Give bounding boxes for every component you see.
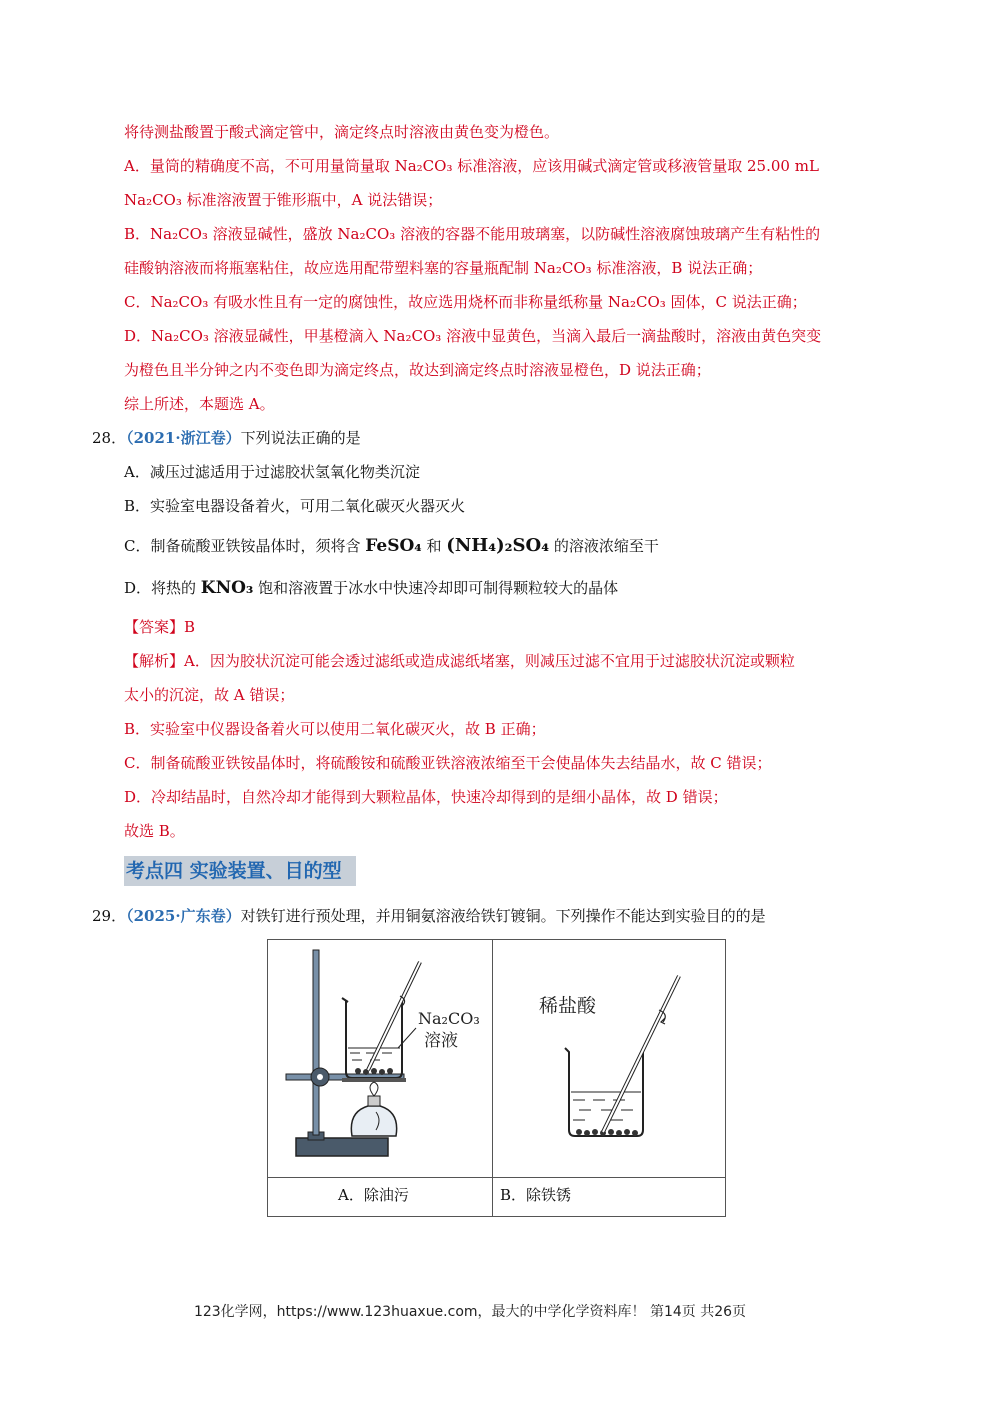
section-heading: 考点四 实验装置、目的型 <box>124 856 356 886</box>
option-c-tail: 的溶液浓缩至干 <box>549 537 659 555</box>
page-footer: 123化学网，https://www.123huaxue.com，最大的中学化学资料库！ 第14页 共26页 <box>193 1304 747 1320</box>
solution-c-line: C．Na₂CO₃ 有吸水性且有一定的腐蚀性，故应选用烧杯而非称量纸称量 Na₂CO₃ 固体，C 说法正确； <box>124 293 807 311</box>
figure-a-formula-label: Na₂CO₃ <box>418 1009 480 1028</box>
question-stem: 下列说法正确的是 <box>240 429 361 447</box>
analysis-c: C．制备硫酸亚铁铵晶体时，将硫酸铵和硫酸亚铁溶液浓缩至干会使晶体失去结晶水，故 C 错误； <box>124 754 772 772</box>
analysis-a-line1 <box>124 651 795 671</box>
solution-summary: 综上所述，本题选 A。 <box>124 395 275 413</box>
solution-d-line1: D．Na₂CO₃ 溶液显碱性，甲基橙滴入 Na₂CO₃ 溶液中显黄色，当滴入最后一滴盐酸时，溶液由黄色突变 <box>124 327 822 345</box>
analysis-a-text: A．因为胶状沉淀可能会透过滤纸或造成滤纸堵塞，则减压过滤不宜用于过滤胶状沉淀或颗粒 <box>184 652 795 670</box>
analysis-b: B．实验室中仪器设备着火可以使用二氧化碳灭火，故 B 正确； <box>124 720 546 738</box>
figure-table <box>267 939 726 1217</box>
option-a: A．减压过滤适用于过滤胶状氢氧化物类沉淀 <box>124 463 420 481</box>
figure-b <box>493 940 725 1178</box>
figure-b-acid-label: 稀盐酸 <box>539 995 597 1017</box>
question-source: （2021·浙江卷） <box>126 429 241 447</box>
solution-a-line1: A．量筒的精确度不高，不可用量筒量取 Na₂CO₃ 标准溶液，应该用碱式滴定管或移液管量取 25.00 mL <box>124 157 819 175</box>
question-28 <box>92 428 361 448</box>
option-d-text: D．将热的 <box>124 579 201 597</box>
degreasing-apparatus-icon <box>268 940 492 1178</box>
rust-removal-beaker-icon <box>493 940 725 1178</box>
option-b: B．实验室电器设备着火，可用二氧化碳灭火器灭火 <box>124 497 466 515</box>
chem-formula-nh4-2so4: (NH₄)₂SO₄ <box>446 535 550 556</box>
figure-a <box>268 940 492 1178</box>
chem-formula-feso4: FeSO₄ <box>365 536 422 556</box>
answer-value: B <box>184 618 196 636</box>
option-c <box>124 536 659 556</box>
option-c-connector: 和 <box>421 537 447 555</box>
option-c-text: C．制备硫酸亚铁铵晶体时，须将含 <box>124 537 366 555</box>
solution-intro: 将待测盐酸置于酸式滴定管中，滴定终点时溶液由黄色变为橙色。 <box>124 123 560 141</box>
question-number: 28． <box>92 429 127 447</box>
solution-a-line2: Na₂CO₃ 标准溶液置于锥形瓶中，A 说法错误； <box>124 191 443 209</box>
question-stem: 对铁钉进行预处理，并用铜氨溶液给铁钉镀铜。下列操作不能达到实验目的的是 <box>240 907 766 925</box>
analysis-a-line2: 太小的沉淀，故 A 错误； <box>124 686 295 704</box>
analysis-label: 【解析】 <box>124 652 185 670</box>
question-source: （2025·广东卷） <box>126 907 241 925</box>
answer <box>124 617 195 637</box>
solution-d-line2: 为橙色且半分钟之内不变色即为滴定终点，故达到滴定终点时溶液显橙色，D 说法正确； <box>124 361 711 379</box>
analysis-d: D．冷却结晶时，自然冷却才能得到大颗粒晶体，快速冷却得到的是细小晶体，故 D 错误； <box>124 788 728 806</box>
solution-b-line2: 硅酸钠溶液而将瓶塞粘住，故应选用配带塑料塞的容量瓶配制 Na₂CO₃ 标准溶液，B 说法正确； <box>124 259 763 277</box>
option-d-tail: 饱和溶液置于冰水中快速冷却即可制得颗粒较大的晶体 <box>253 579 619 597</box>
figure-b-caption: B．除铁锈 <box>500 1186 572 1204</box>
figure-a-caption: A．除油污 <box>338 1186 409 1204</box>
chem-formula-kno3: KNO₃ <box>200 578 254 598</box>
figure-a-solution-label: 溶液 <box>424 1031 458 1051</box>
option-d <box>124 578 618 598</box>
question-29 <box>92 906 766 926</box>
answer-label: 【答案】 <box>124 618 185 636</box>
solution-b-line1: B．Na₂CO₃ 溶液显碱性，盛放 Na₂CO₃ 溶液的容器不能用玻璃塞，以防碱性溶液腐蚀玻璃产生有粘性的 <box>124 225 821 243</box>
analysis-conclusion: 故选 B。 <box>124 822 185 840</box>
question-number: 29． <box>92 907 127 925</box>
